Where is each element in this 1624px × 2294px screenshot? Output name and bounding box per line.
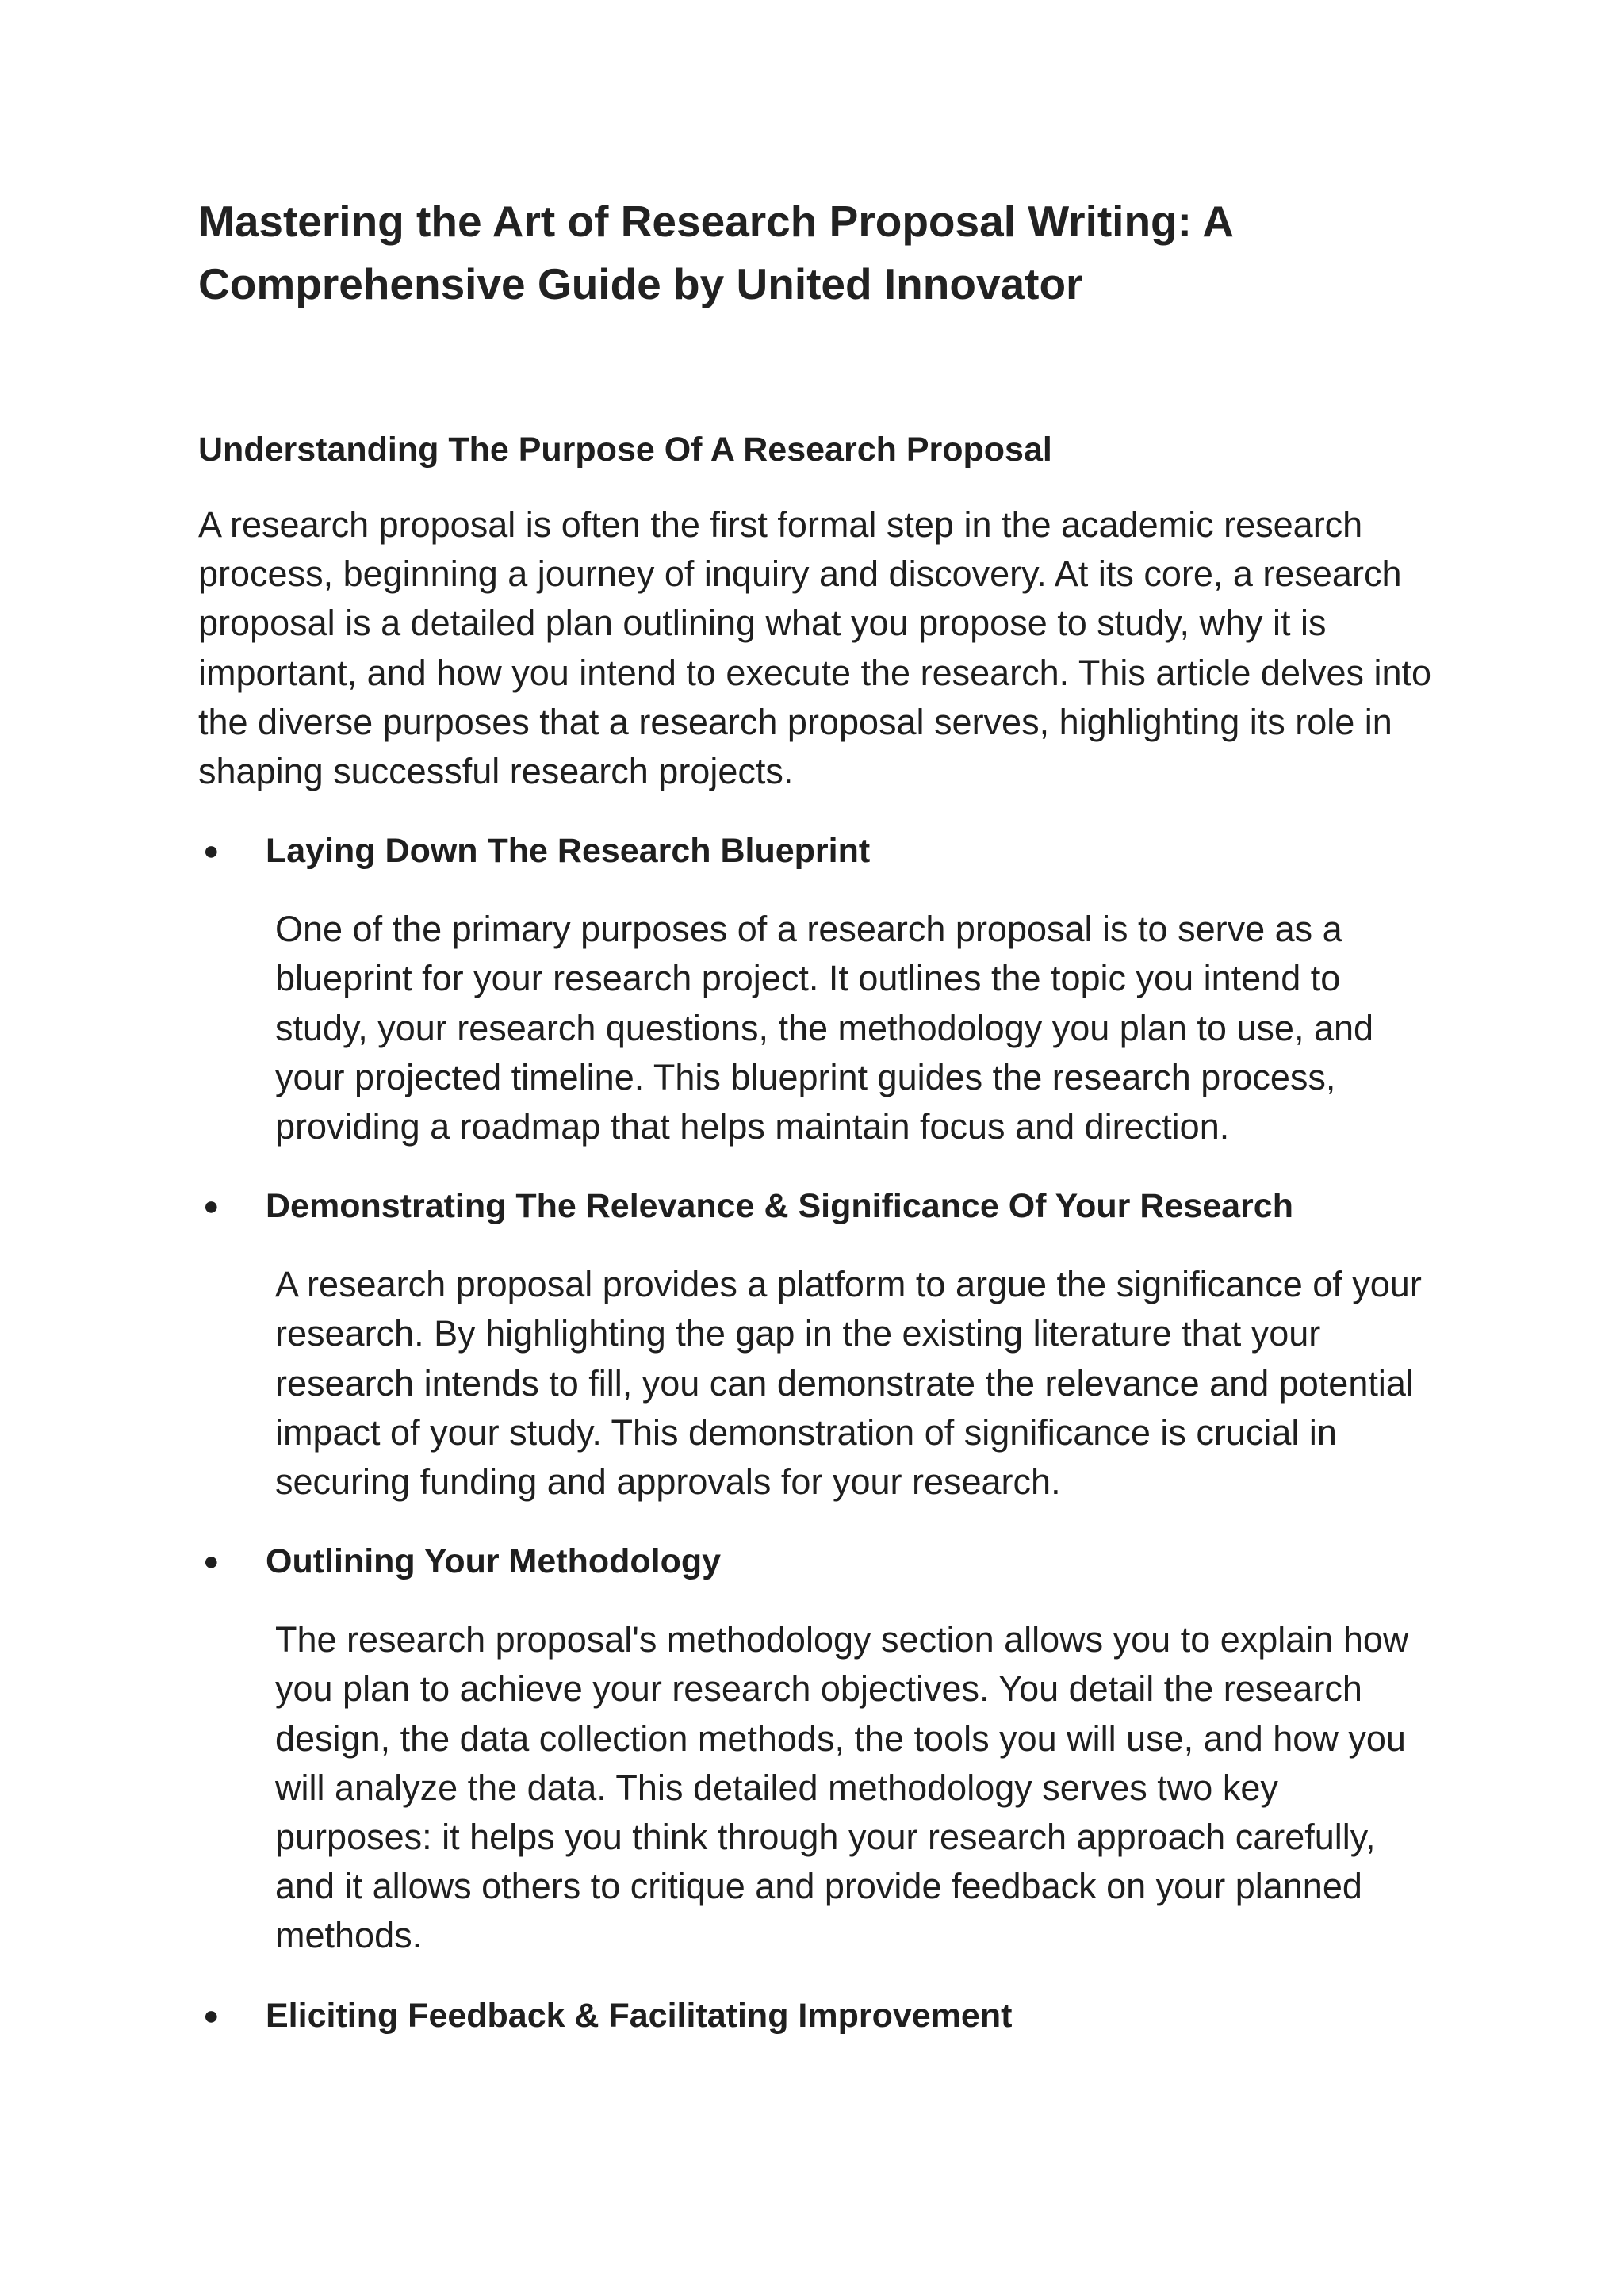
bullet-body: The research proposal's methodology section allows you to explain how you plan to achieve your research objectives. You detail the research design, the data collection methods, the tools you will use, and how you will analyze the data. This detailed methodology serves two key purposes: it helps you think through your research approach carefully, and it allows others to critique and provide feedback on your planned methods. (275, 1619, 1409, 1956)
section-heading: Understanding The Purpose Of A Research Proposal (198, 431, 1052, 469)
bullet-heading (198, 1537, 1435, 1586)
bullet-item (198, 826, 1435, 1151)
bullet-heading-text: Outlining Your Methodology (266, 1542, 722, 1581)
document-title: Mastering the Art of Research Proposal Writing: A Comprehensive Guide by United Innovator (198, 197, 1232, 308)
bullet-item (198, 1181, 1435, 1507)
bullet-item (198, 1537, 1435, 1960)
bullet-body: A research proposal provides a platform to argue the significance of your research. By highlighting the gap in the existing literature that your research intends to fill, you can demonstrate the relevance and potential impact of your study. This demonstration of significance is crucial in securing funding and approvals for your research. (275, 1264, 1422, 1503)
bullet-heading (198, 1181, 1435, 1231)
bullet-icon: ● (203, 1546, 220, 1577)
bullet-icon: ● (203, 1191, 220, 1222)
document-page (198, 190, 1435, 2040)
bullet-icon: ● (203, 2000, 220, 2031)
bullet-icon: ● (203, 836, 220, 867)
intro-paragraph: A research proposal is often the first formal step in the academic research process, beginning a journey of inquiry and discovery. At its core, a research proposal is a detailed plan outlining what you propose to study, why it is important, and how you intend to execute the research. This article delves into the diverse purposes that a research proposal serves, highlighting its role in shaping successful research projects. (198, 504, 1432, 792)
bullet-item (198, 1991, 1435, 2040)
bullet-heading-text: Demonstrating The Relevance & Significance Of Your Research (266, 1187, 1293, 1226)
bullet-body: One of the primary purposes of a research proposal is to serve as a blueprint for your research project. It outlines the topic you intend to study, your research questions, the methodology you plan to use, and your projected timeline. This blueprint guides the research process, providing a roadmap that helps maintain focus and direction. (275, 909, 1374, 1147)
bullet-heading (198, 826, 1435, 875)
bullet-list (198, 826, 1435, 2039)
bullet-heading-text: Eliciting Feedback & Facilitating Improvement (266, 1996, 1013, 2035)
bullet-heading (198, 1991, 1435, 2040)
bullet-heading-text: Laying Down The Research Blueprint (266, 832, 871, 871)
